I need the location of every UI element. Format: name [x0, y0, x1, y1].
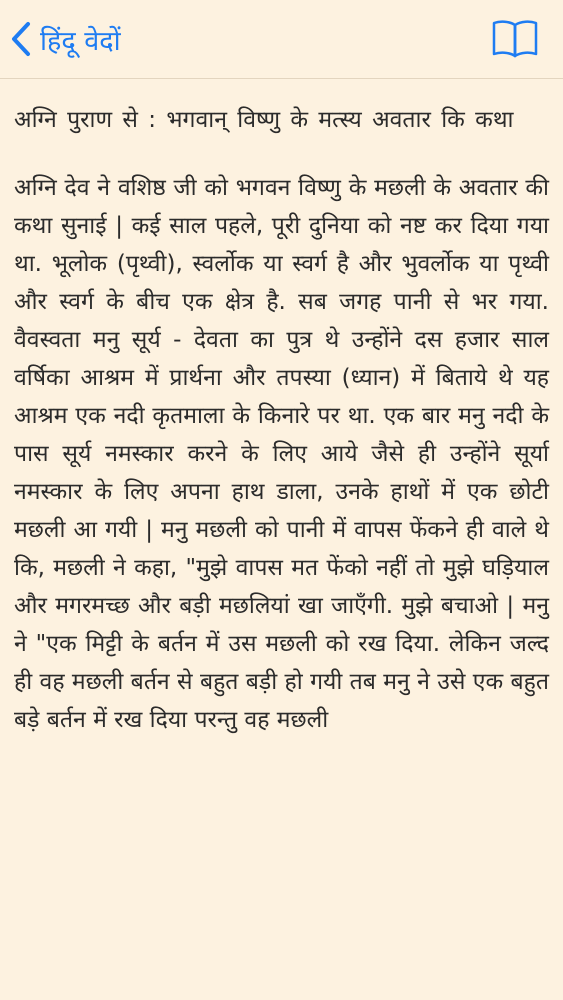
book-button[interactable]: [491, 18, 539, 58]
book-icon: [491, 18, 539, 58]
chevron-left-icon: [10, 21, 32, 57]
back-button-label: हिंदू वेदों: [40, 25, 121, 57]
back-button[interactable]: [10, 14, 121, 64]
article-title: अग्नि पुराण से : भगवान् विष्णु के मत्स्य अवतार कि कथा: [14, 107, 514, 133]
article-content: [0, 79, 563, 739]
article-body: अग्नि देव ने वशिष्ठ जी को भगवन विष्णु के मछली के अवतार की कथा सुनाई | कई साल पहले, पूरी दुनिया को नष्ट कर दिया गया था. भूलोक (पृथ्वी), स्वर्लोक या स्वर्ग है और भुवर्लोक या पृथ्वी और स्वर्ग के बीच एक क्षेत्र है. सब जगह पानी से भर गया. वैवस्वता मनु सूर्य - देवता का पुत्र थे उन्होंने दस हजार साल वर्षिका आश्रम में प्रार्थना और तपस्या (ध्यान) में बिताये थे यह आश्रम एक नदी कृतमाला के किनारे पर था. एक बार मनु नदी के पास सूर्य नमस्कार करने के लिए आये जैसे ही उन्होंने सूर्या नमस्कार के लिए अपना हाथ डाला, उनके हाथों में एक छोटी मछली आ गयी | मनु मछली को पानी में वापस फेंकने ही वाले थे कि, मछली ने कहा, "मुझे वापस मत फेंको नहीं तो मुझे घड़ियाल और मगरमच्छ और बड़ी मछलियां खा जाएँगी. मुझे बचाओ | मनु ने "एक मिट्टी के बर्तन में उस मछली को रख दिया. लेकिन जल्द ही वह मछली बर्तन से बहुत बड़ी हो गयी तब मनु ने उसे एक बहुत बड़े बर्तन में रख दिया परन्तु वह मछली: [14, 175, 549, 733]
navigation-bar: [0, 0, 563, 79]
